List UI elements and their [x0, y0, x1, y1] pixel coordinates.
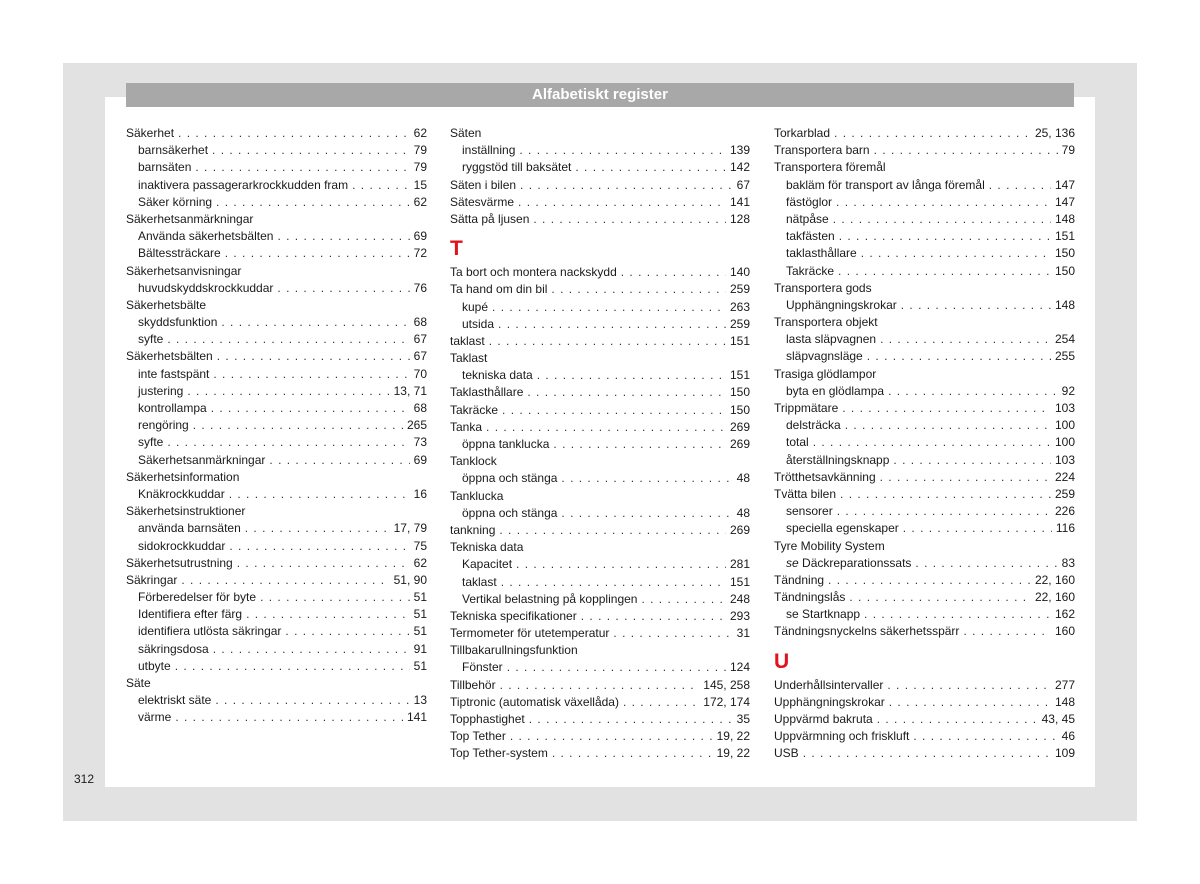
- index-subentry: syfte . . . 67: [126, 331, 427, 348]
- index-subentry: fästöglor . . . 147: [774, 194, 1075, 211]
- index-subentry: bakläm för transport av långa föremål . . . 147: [774, 177, 1075, 194]
- index-heading: Säkerhetsanvisningar: [126, 263, 242, 278]
- index-subentry: justering . . . 13, 71: [126, 383, 427, 400]
- index-subentry: släpvagnsläge . . . 255: [774, 348, 1075, 365]
- section-letter-t: T: [450, 237, 463, 261]
- index-heading: Transportera föremål: [774, 160, 886, 175]
- index-heading: Säkerhetsanmärkningar: [126, 211, 254, 226]
- index-heading: Säkerhetsinstruktioner: [126, 504, 246, 519]
- index-subentry: skyddsfunktion . . . 68: [126, 314, 427, 331]
- index-subentry: återställningsknapp . . . 103: [774, 452, 1075, 469]
- section-header: Alfabetiskt register: [126, 83, 1074, 107]
- index-subentry: kupé . . . 263: [450, 299, 750, 316]
- index-heading: Tanklucka: [450, 488, 504, 503]
- index-subentry: rengöring . . . 265: [126, 417, 427, 434]
- index-entry: Uppvärmd bakruta . . . 43, 45: [774, 711, 1075, 728]
- index-entry: Takräcke . . . 150: [450, 402, 750, 419]
- index-subentry: Identifiera efter färg . . . 51: [126, 606, 427, 623]
- index-heading: Säkerhetsinformation: [126, 469, 240, 484]
- index-entry: Säkringar . . . 51, 90: [126, 572, 427, 589]
- index-subentry: identifiera utlösta säkringar . . . 51: [126, 623, 427, 640]
- index-heading: Säten: [450, 126, 482, 140]
- index-subentry: utsida . . . 259: [450, 316, 750, 333]
- index-entry: tankning . . . 269: [450, 522, 750, 539]
- index-subentry: sidokrockkuddar . . . 75: [126, 538, 427, 555]
- index-heading: Tekniska data: [450, 540, 524, 555]
- index-entry: Transportera barn . . . 79: [774, 142, 1075, 159]
- index-entry: Upphängningskrokar . . . 148: [774, 694, 1075, 711]
- index-subentry: inte fastspänt . . . 70: [126, 366, 427, 383]
- index-subentry: Knäkrockkuddar . . . 16: [126, 486, 427, 503]
- index-subentry: syfte . . . 73: [126, 434, 427, 451]
- index-subentry: använda barnsäten . . . 17, 79: [126, 520, 427, 537]
- index-heading: Säkerhetsbälte: [126, 297, 207, 312]
- index-entry: Tändningslås . . . 22, 160: [774, 589, 1075, 606]
- index-entry: Tändning . . . 22, 160: [774, 572, 1075, 589]
- index-entry: Säkerhetsbälten . . . 67: [126, 348, 427, 365]
- index-subentry: öppna och stänga . . . 48: [450, 470, 750, 487]
- index-entry: Top Tether . . . 19, 22: [450, 728, 750, 745]
- index-subentry: inaktivera passagerarkrockkudden fram . . . 15: [126, 177, 427, 194]
- index-subentry: se Startknapp . . . 162: [774, 606, 1075, 623]
- index-column-2: [450, 125, 750, 763]
- index-entry: USB . . . 109: [774, 745, 1075, 762]
- index-subentry: värme . . . 141: [126, 709, 427, 726]
- index-subentry: barnsäten . . . 79: [126, 159, 427, 176]
- index-subentry: öppna och stänga . . . 48: [450, 505, 750, 522]
- index-entry: Uppvärmning och friskluft . . . 46: [774, 728, 1075, 745]
- index-subentry: delsträcka . . . 100: [774, 417, 1075, 434]
- index-subentry: Takräcke . . . 150: [774, 263, 1075, 280]
- index-heading: Tyre Mobility System: [774, 538, 885, 553]
- index-entry: Topphastighet . . . 35: [450, 711, 750, 728]
- index-heading: Tanklock: [450, 454, 497, 469]
- index-entry: Säkerhet . . . 62: [126, 125, 427, 142]
- index-subentry: Kapacitet . . . 281: [450, 556, 750, 573]
- index-entry: Ta hand om din bil . . . 259: [450, 281, 750, 298]
- index-subentry: nätpåse . . . 148: [774, 211, 1075, 228]
- index-subentry: säkringsdosa . . . 91: [126, 641, 427, 658]
- index-subentry: tekniska data . . . 151: [450, 367, 750, 384]
- index-subentry: Upphängningskrokar . . . 148: [774, 297, 1075, 314]
- index-entry: Tiptronic (automatisk växellåda) . . . 172, 174: [450, 694, 750, 711]
- index-subentry: taklasthållare . . . 150: [774, 245, 1075, 262]
- index-heading: Taklast: [450, 351, 488, 366]
- index-subentry: sensorer . . . 226: [774, 503, 1075, 520]
- index-subentry: ryggstöd till baksätet . . . 142: [450, 159, 750, 176]
- index-subentry: huvudskyddskrockkuddar . . . 76: [126, 280, 427, 297]
- index-entry: Torkarblad . . . 25, 136: [774, 125, 1075, 142]
- index-subentry: kontrollampa . . . 68: [126, 400, 427, 417]
- page-number: 312: [74, 772, 95, 786]
- index-entry: Tändningsnyckelns säkerhetsspärr . . . 160: [774, 623, 1075, 640]
- index-entry: Sätesvärme . . . 141: [450, 194, 750, 211]
- index-entry: Tekniska specifikationer . . . 293: [450, 608, 750, 625]
- index-column-1: [126, 125, 427, 727]
- index-entry: Ta bort och montera nackskydd . . . 140: [450, 264, 750, 281]
- index-subentry: lasta släpvagnen . . . 254: [774, 331, 1075, 348]
- index-subentry: total . . . 100: [774, 434, 1075, 451]
- index-subentry: elektriskt säte . . . 13: [126, 692, 427, 709]
- index-heading: Trasiga glödlampor: [774, 366, 877, 381]
- index-subentry: barnsäkerhet . . . 79: [126, 142, 427, 159]
- index-entry: Tanka . . . 269: [450, 419, 750, 436]
- section-letter-u: U: [774, 649, 790, 673]
- index-heading: Transportera gods: [774, 280, 872, 295]
- index-subentry: se Däckreparationssats . . . 83: [774, 555, 1075, 572]
- index-entry: Top Tether-system . . . 19, 22: [450, 745, 750, 762]
- index-subentry: Fönster . . . 124: [450, 659, 750, 676]
- index-subentry: Vertikal belastning på kopplingen . . . 248: [450, 591, 750, 608]
- index-entry: Taklasthållare . . . 150: [450, 384, 750, 401]
- index-entry: taklast . . . 151: [450, 333, 750, 350]
- index-entry: Säkerhetsutrustning . . . 62: [126, 555, 427, 572]
- index-entry: Sätta på ljusen . . . 128: [450, 211, 750, 228]
- index-column-3: [774, 125, 1075, 763]
- index-entry: Trippmätare . . . 103: [774, 400, 1075, 417]
- index-subentry: Säkerhetsanmärkningar . . . 69: [126, 452, 427, 469]
- index-subentry: öppna tanklucka . . . 269: [450, 436, 750, 453]
- index-heading: Säte: [126, 676, 151, 690]
- index-subentry: Bältessträckare . . . 72: [126, 245, 427, 262]
- index-subentry: speciella egenskaper . . . 116: [774, 520, 1075, 537]
- index-entry: Tvätta bilen . . . 259: [774, 486, 1075, 503]
- index-entry: Säten i bilen . . . 67: [450, 177, 750, 194]
- index-entry: Underhållsintervaller . . . 277: [774, 677, 1075, 694]
- index-subentry: Säker körning . . . 62: [126, 194, 427, 211]
- index-heading: Tillbakarullningsfunktion: [450, 643, 578, 658]
- index-heading: Transportera objekt: [774, 315, 878, 330]
- index-entry: Trötthetsavkänning . . . 224: [774, 469, 1075, 486]
- see-reference: se: [786, 555, 799, 570]
- index-subentry: Använda säkerhetsbälten . . . 69: [126, 228, 427, 245]
- index-subentry: taklast . . . 151: [450, 574, 750, 591]
- index-subentry: takfästen . . . 151: [774, 228, 1075, 245]
- index-subentry: byta en glödlampa . . . 92: [774, 383, 1075, 400]
- index-subentry: Förberedelser för byte . . . 51: [126, 589, 427, 606]
- index-entry: Termometer för utetemperatur . . . 31: [450, 625, 750, 642]
- index-entry: Tillbehör . . . 145, 258: [450, 677, 750, 694]
- index-subentry: utbyte . . . 51: [126, 658, 427, 675]
- index-subentry: inställning . . . 139: [450, 142, 750, 159]
